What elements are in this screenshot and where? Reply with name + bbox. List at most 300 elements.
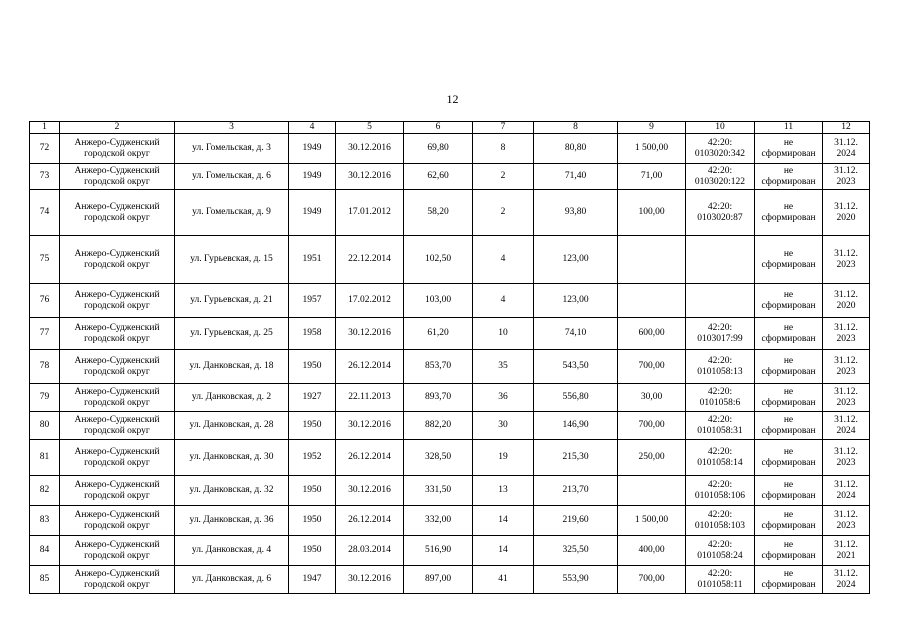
status-cell-line: сформирован: [761, 333, 816, 344]
status-cell: [755, 384, 823, 412]
term-cell-line: 2024: [836, 490, 856, 501]
column-number-7: 7: [473, 122, 534, 134]
row-number-cell: 79: [30, 384, 60, 412]
address-cell: ул. Данковская, д. 30: [175, 440, 289, 476]
count-cell: 14: [473, 536, 534, 566]
term-cell-line: 2020: [836, 300, 856, 311]
count-cell: 35: [473, 350, 534, 384]
year-cell: 1949: [289, 134, 336, 164]
cadastral-number-cell: [686, 440, 755, 476]
municipality-cell-line: городской округ: [84, 212, 150, 223]
column-number-1: 1: [30, 122, 60, 134]
cadastral-number-cell-line: 42:20:: [707, 355, 733, 366]
year-cell: 1949: [289, 164, 336, 190]
row-number-cell: 80: [30, 412, 60, 440]
cadastral-number-cell-line: 0103020:342: [694, 148, 746, 159]
status-cell-line: сформирован: [761, 397, 816, 408]
year-cell: 1950: [289, 476, 336, 506]
living-area-cell: 215,30: [534, 440, 618, 476]
year-cell: 1950: [289, 412, 336, 440]
row-number-cell: 76: [30, 284, 60, 318]
term-cell-line: 2023: [836, 176, 856, 187]
address-cell: ул. Гурьевская, д. 21: [175, 284, 289, 318]
status-cell-line: сформирован: [761, 259, 816, 270]
municipality-cell: [60, 384, 175, 412]
term-cell-line: 31.12.: [834, 289, 858, 300]
column-number-12: 12: [823, 122, 870, 134]
living-area-cell: 93,80: [534, 190, 618, 236]
municipality-cell: [60, 318, 175, 350]
term-cell-line: 31.12.: [834, 509, 858, 520]
date-cell: 28.03.2014: [336, 536, 404, 566]
row-number-cell: 81: [30, 440, 60, 476]
living-area-cell: 213,70: [534, 476, 618, 506]
table-body: [30, 134, 870, 594]
column-number-11: 11: [755, 122, 823, 134]
term-cell: [823, 440, 870, 476]
cadastral-number-cell-line: 42:20:: [707, 137, 733, 148]
year-cell: 1958: [289, 318, 336, 350]
term-cell: [823, 506, 870, 536]
page-number: 12: [446, 92, 459, 106]
year-cell: 1950: [289, 506, 336, 536]
address-cell: ул. Гурьевская, д. 25: [175, 318, 289, 350]
date-cell: 22.12.2014: [336, 236, 404, 284]
status-cell-line: не: [783, 137, 794, 148]
municipality-cell: [60, 350, 175, 384]
address-cell: ул. Гомельская, д. 3: [175, 134, 289, 164]
living-area-cell: 543,50: [534, 350, 618, 384]
living-area-cell: 71,40: [534, 164, 618, 190]
address-cell: ул. Гурьевская, д. 15: [175, 236, 289, 284]
date-cell: 22.11.2013: [336, 384, 404, 412]
cadastral-number-cell: [686, 284, 755, 318]
status-cell: [755, 236, 823, 284]
date-cell: 17.02.2012: [336, 284, 404, 318]
term-cell: [823, 384, 870, 412]
status-cell-line: не: [783, 509, 794, 520]
cadastral-number-cell-line: 0101058:31: [697, 425, 743, 436]
date-cell: 30.12.2016: [336, 318, 404, 350]
municipality-cell-line: городской округ: [84, 259, 150, 270]
status-cell-line: сформирован: [761, 300, 816, 311]
municipality-cell-line: Анжеро-Судженский: [74, 322, 160, 333]
address-cell: ул. Данковская, д. 32: [175, 476, 289, 506]
count-cell: 4: [473, 236, 534, 284]
area-cell: 69,80: [404, 134, 473, 164]
living-area-cell: 556,80: [534, 384, 618, 412]
municipality-cell: [60, 164, 175, 190]
term-cell-line: 31.12.: [834, 479, 858, 490]
living-area-cell: 123,00: [534, 236, 618, 284]
land-area-cell: [618, 476, 686, 506]
count-cell: 41: [473, 566, 534, 594]
land-area-cell: 400,00: [618, 536, 686, 566]
cadastral-number-cell-line: 42:20:: [707, 386, 733, 397]
table-row: [30, 350, 870, 384]
municipality-cell-line: городской округ: [84, 579, 150, 590]
column-number-10: 10: [686, 122, 755, 134]
table-row: [30, 284, 870, 318]
cadastral-number-cell: [686, 476, 755, 506]
status-cell-line: не: [783, 201, 794, 212]
year-cell: 1957: [289, 284, 336, 318]
municipality-cell: [60, 440, 175, 476]
row-number-cell: 78: [30, 350, 60, 384]
municipality-cell-line: Анжеро-Судженский: [74, 355, 160, 366]
municipality-cell-line: городской округ: [84, 490, 150, 501]
count-cell: 2: [473, 190, 534, 236]
table-row: [30, 506, 870, 536]
count-cell: 4: [473, 284, 534, 318]
year-cell: 1949: [289, 190, 336, 236]
term-cell-line: 31.12.: [834, 386, 858, 397]
table-row: [30, 236, 870, 284]
municipality-cell-line: Анжеро-Судженский: [74, 414, 160, 425]
term-cell: [823, 566, 870, 594]
municipality-cell-line: Анжеро-Судженский: [74, 539, 160, 550]
municipality-cell-line: Анжеро-Судженский: [74, 165, 160, 176]
column-number-9: 9: [618, 122, 686, 134]
land-area-cell: [618, 236, 686, 284]
table-row: [30, 412, 870, 440]
cadastral-number-cell: [686, 236, 755, 284]
column-number-2: 2: [60, 122, 175, 134]
municipality-cell: [60, 506, 175, 536]
term-cell: [823, 164, 870, 190]
living-area-cell: 219,60: [534, 506, 618, 536]
date-cell: 26.12.2014: [336, 506, 404, 536]
term-cell-line: 2023: [836, 259, 856, 270]
cadastral-number-cell-line: 42:20:: [707, 322, 733, 333]
land-area-cell: 700,00: [618, 412, 686, 440]
area-cell: 58,20: [404, 190, 473, 236]
cadastral-number-cell-line: 42:20:: [707, 165, 733, 176]
year-cell: 1947: [289, 566, 336, 594]
cadastral-number-cell-line: 0101058:103: [694, 520, 746, 531]
row-number-cell: 85: [30, 566, 60, 594]
status-cell-line: не: [783, 568, 794, 579]
year-cell: 1950: [289, 536, 336, 566]
term-cell: [823, 412, 870, 440]
cadastral-number-cell-line: 42:20:: [707, 539, 733, 550]
year-cell: 1927: [289, 384, 336, 412]
status-cell-line: сформирован: [761, 550, 816, 561]
status-cell-line: сформирован: [761, 176, 816, 187]
municipality-cell: [60, 536, 175, 566]
municipality-cell-line: городской округ: [84, 457, 150, 468]
area-cell: 893,70: [404, 384, 473, 412]
term-cell-line: 31.12.: [834, 414, 858, 425]
term-cell: [823, 476, 870, 506]
term-cell-line: 2020: [836, 212, 856, 223]
area-cell: 882,20: [404, 412, 473, 440]
municipality-cell-line: городской округ: [84, 366, 150, 377]
municipality-cell-line: городской округ: [84, 148, 150, 159]
term-cell-line: 31.12.: [834, 322, 858, 333]
cadastral-number-cell-line: 42:20:: [707, 446, 733, 457]
status-cell: [755, 134, 823, 164]
table-row: [30, 318, 870, 350]
row-number-cell: 83: [30, 506, 60, 536]
municipality-cell: [60, 412, 175, 440]
count-cell: 2: [473, 164, 534, 190]
cadastral-number-cell: [686, 318, 755, 350]
row-number-cell: 77: [30, 318, 60, 350]
status-cell-line: не: [783, 165, 794, 176]
living-area-cell: 325,50: [534, 536, 618, 566]
status-cell-line: сформирован: [761, 520, 816, 531]
cadastral-number-cell-line: 42:20:: [707, 568, 733, 579]
municipality-cell-line: Анжеро-Судженский: [74, 509, 160, 520]
status-cell-line: сформирован: [761, 457, 816, 468]
term-cell-line: 2023: [836, 457, 856, 468]
status-cell-line: не: [783, 446, 794, 457]
status-cell: [755, 536, 823, 566]
cadastral-number-cell-line: 0101058:24: [697, 550, 743, 561]
count-cell: 19: [473, 440, 534, 476]
status-cell-line: не: [783, 289, 794, 300]
status-cell: [755, 506, 823, 536]
status-cell-line: сформирован: [761, 212, 816, 223]
land-area-cell: 700,00: [618, 566, 686, 594]
column-number-row: [30, 122, 870, 134]
term-cell: [823, 536, 870, 566]
municipality-cell-line: Анжеро-Судженский: [74, 201, 160, 212]
table-row: [30, 476, 870, 506]
table-row: [30, 190, 870, 236]
count-cell: 8: [473, 134, 534, 164]
municipality-cell-line: городской округ: [84, 425, 150, 436]
year-cell: 1952: [289, 440, 336, 476]
column-number-6: 6: [404, 122, 473, 134]
land-area-cell: 100,00: [618, 190, 686, 236]
status-cell-line: сформирован: [761, 490, 816, 501]
column-number-8: 8: [534, 122, 618, 134]
cadastral-number-cell-line: 0101058:106: [694, 490, 746, 501]
row-number-cell: 75: [30, 236, 60, 284]
land-area-cell: 700,00: [618, 350, 686, 384]
cadastral-number-cell-line: 0101058:14: [697, 457, 743, 468]
term-cell-line: 2023: [836, 520, 856, 531]
area-cell: 516,90: [404, 536, 473, 566]
area-cell: 103,00: [404, 284, 473, 318]
cadastral-number-cell: [686, 536, 755, 566]
term-cell: [823, 284, 870, 318]
municipality-cell-line: городской округ: [84, 176, 150, 187]
address-cell: ул. Данковская, д. 28: [175, 412, 289, 440]
municipality-cell-line: городской округ: [84, 397, 150, 408]
area-cell: 62,60: [404, 164, 473, 190]
status-cell-line: не: [783, 322, 794, 333]
cadastral-number-cell-line: 42:20:: [707, 479, 733, 490]
municipality-cell-line: Анжеро-Судженский: [74, 137, 160, 148]
date-cell: 30.12.2016: [336, 476, 404, 506]
land-area-cell: 600,00: [618, 318, 686, 350]
status-cell: [755, 164, 823, 190]
cadastral-number-cell-line: 42:20:: [707, 201, 733, 212]
cadastral-number-cell-line: 42:20:: [707, 414, 733, 425]
living-area-cell: 74,10: [534, 318, 618, 350]
status-cell-line: сформирован: [761, 425, 816, 436]
status-cell: [755, 566, 823, 594]
term-cell-line: 31.12.: [834, 165, 858, 176]
cadastral-number-cell: [686, 412, 755, 440]
date-cell: 30.12.2016: [336, 164, 404, 190]
term-cell-line: 31.12.: [834, 446, 858, 457]
date-cell: 30.12.2016: [336, 412, 404, 440]
column-number-4: 4: [289, 122, 336, 134]
term-cell-line: 31.12.: [834, 355, 858, 366]
cadastral-number-cell: [686, 384, 755, 412]
land-area-cell: 1 500,00: [618, 506, 686, 536]
municipality-cell-line: городской округ: [84, 300, 150, 311]
cadastral-number-cell-line: 0103020:122: [694, 176, 746, 187]
row-number-cell: 72: [30, 134, 60, 164]
municipality-cell-line: городской округ: [84, 550, 150, 561]
address-cell: ул. Данковская, д. 4: [175, 536, 289, 566]
cadastral-number-cell-line: 0103017:99: [697, 333, 743, 344]
count-cell: 36: [473, 384, 534, 412]
row-number-cell: 73: [30, 164, 60, 190]
date-cell: 30.12.2016: [336, 134, 404, 164]
year-cell: 1951: [289, 236, 336, 284]
address-cell: ул. Данковская, д. 6: [175, 566, 289, 594]
count-cell: 30: [473, 412, 534, 440]
status-cell: [755, 412, 823, 440]
status-cell: [755, 190, 823, 236]
table-row: [30, 566, 870, 594]
area-cell: 61,20: [404, 318, 473, 350]
municipality-cell-line: Анжеро-Судженский: [74, 479, 160, 490]
address-cell: ул. Данковская, д. 18: [175, 350, 289, 384]
term-cell-line: 31.12.: [834, 137, 858, 148]
land-area-cell: 1 500,00: [618, 134, 686, 164]
term-cell: [823, 236, 870, 284]
cadastral-number-cell: [686, 164, 755, 190]
term-cell-line: 2023: [836, 366, 856, 377]
cadastral-number-cell-line: 0101058:11: [697, 579, 743, 590]
status-cell-line: не: [783, 539, 794, 550]
land-area-cell: [618, 284, 686, 318]
term-cell-line: 31.12.: [834, 201, 858, 212]
date-cell: 17.01.2012: [336, 190, 404, 236]
status-cell: [755, 284, 823, 318]
cadastral-number-cell-line: 42:20:: [707, 509, 733, 520]
cadastral-number-cell: [686, 506, 755, 536]
municipality-cell: [60, 566, 175, 594]
status-cell: [755, 440, 823, 476]
housing-registry-table: [29, 121, 870, 594]
living-area-cell: 553,90: [534, 566, 618, 594]
term-cell-line: 31.12.: [834, 568, 858, 579]
address-cell: ул. Данковская, д. 36: [175, 506, 289, 536]
status-cell: [755, 318, 823, 350]
municipality-cell-line: Анжеро-Судженский: [74, 568, 160, 579]
status-cell: [755, 476, 823, 506]
municipality-cell: [60, 476, 175, 506]
count-cell: 14: [473, 506, 534, 536]
land-area-cell: 250,00: [618, 440, 686, 476]
municipality-cell: [60, 134, 175, 164]
term-cell: [823, 134, 870, 164]
status-cell-line: не: [783, 414, 794, 425]
table-row: [30, 134, 870, 164]
area-cell: 897,00: [404, 566, 473, 594]
municipality-cell-line: Анжеро-Судженский: [74, 446, 160, 457]
area-cell: 853,70: [404, 350, 473, 384]
date-cell: 26.12.2014: [336, 440, 404, 476]
term-cell-line: 2023: [836, 333, 856, 344]
term-cell: [823, 190, 870, 236]
status-cell: [755, 350, 823, 384]
status-cell-line: сформирован: [761, 366, 816, 377]
status-cell-line: не: [783, 248, 794, 259]
address-cell: ул. Гомельская, д. 6: [175, 164, 289, 190]
cadastral-number-cell-line: 0101058:6: [699, 397, 741, 408]
municipality-cell-line: городской округ: [84, 333, 150, 344]
area-cell: 332,00: [404, 506, 473, 536]
term-cell: [823, 350, 870, 384]
date-cell: 26.12.2014: [336, 350, 404, 384]
status-cell-line: сформирован: [761, 579, 816, 590]
municipality-cell-line: Анжеро-Судженский: [74, 289, 160, 300]
status-cell-line: не: [783, 355, 794, 366]
term-cell-line: 2024: [836, 579, 856, 590]
cadastral-number-cell: [686, 350, 755, 384]
cadastral-number-cell: [686, 566, 755, 594]
municipality-cell: [60, 236, 175, 284]
status-cell-line: не: [783, 479, 794, 490]
term-cell: [823, 318, 870, 350]
municipality-cell: [60, 190, 175, 236]
date-cell: 30.12.2016: [336, 566, 404, 594]
table-row: [30, 536, 870, 566]
living-area-cell: 146,90: [534, 412, 618, 440]
area-cell: 328,50: [404, 440, 473, 476]
status-cell-line: сформирован: [761, 148, 816, 159]
count-cell: 13: [473, 476, 534, 506]
term-cell-line: 31.12.: [834, 539, 858, 550]
row-number-cell: 74: [30, 190, 60, 236]
table-row: [30, 164, 870, 190]
row-number-cell: 84: [30, 536, 60, 566]
term-cell-line: 2024: [836, 425, 856, 436]
status-cell-line: не: [783, 386, 794, 397]
term-cell-line: 31.12.: [834, 248, 858, 259]
column-number-3: 3: [175, 122, 289, 134]
cadastral-number-cell-line: 0103020:87: [697, 212, 743, 223]
column-number-5: 5: [336, 122, 404, 134]
term-cell-line: 2021: [836, 550, 856, 561]
cadastral-number-cell: [686, 134, 755, 164]
term-cell-line: 2023: [836, 397, 856, 408]
cadastral-number-cell: [686, 190, 755, 236]
living-area-cell: 80,80: [534, 134, 618, 164]
address-cell: ул. Гомельская, д. 9: [175, 190, 289, 236]
municipality-cell-line: Анжеро-Судженский: [74, 386, 160, 397]
table-row: [30, 384, 870, 412]
row-number-cell: 82: [30, 476, 60, 506]
table-row: [30, 440, 870, 476]
municipality-cell-line: Анжеро-Судженский: [74, 248, 160, 259]
count-cell: 10: [473, 318, 534, 350]
area-cell: 102,50: [404, 236, 473, 284]
municipality-cell-line: городской округ: [84, 520, 150, 531]
municipality-cell: [60, 284, 175, 318]
cadastral-number-cell-line: 0101058:13: [697, 366, 743, 377]
term-cell-line: 2024: [836, 148, 856, 159]
